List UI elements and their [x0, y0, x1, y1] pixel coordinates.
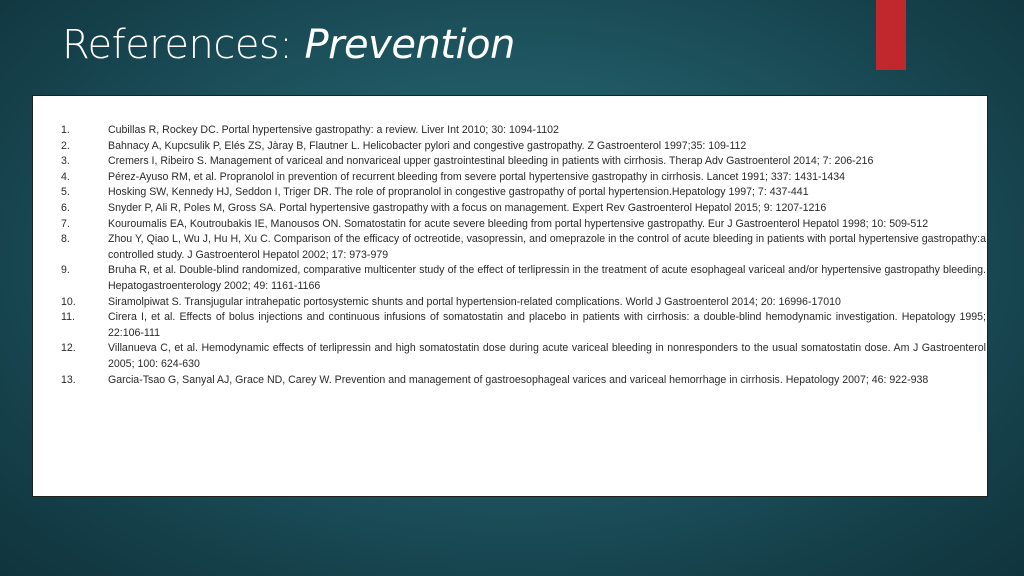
- reference-number: 13.: [61, 373, 76, 386]
- accent-bar: [876, 0, 906, 70]
- references-box: [32, 95, 988, 497]
- reference-text: Bruha R, et al. Double-blind randomized, comparative multicenter study of the effect of terlipressin in the treatment of acute esophageal variceal and/or hypertensive gastropathy bleeding. Hepatogastroenterology 2002; 49: 1161-1166: [108, 264, 986, 292]
- reference-item: [61, 201, 986, 217]
- reference-number: 7.: [61, 217, 70, 230]
- reference-item: [61, 341, 986, 372]
- reference-item: [61, 373, 986, 389]
- reference-item: [61, 139, 986, 155]
- title-main: References:: [62, 22, 305, 68]
- reference-text: Hosking SW, Kennedy HJ, Seddon I, Triger DR. The role of propranolol in congestive gastropathy of portal hypertension.Hepatology 1997; 7: 437-441: [108, 186, 809, 199]
- reference-item: [61, 232, 986, 263]
- reference-item: [61, 123, 986, 139]
- reference-number: 10.: [61, 295, 76, 308]
- reference-number: 12.: [61, 342, 76, 355]
- reference-number: 11.: [61, 311, 75, 324]
- reference-text: Cremers I, Ribeiro S. Management of variceal and nonvariceal upper gastrointestinal bleeding in patients with cirrhosis. Therap Adv Gastroenterol 2014; 7: 206-216: [108, 155, 874, 168]
- reference-text: Villanueva C, et al. Hemodynamic effects of terlipressin and high somatostatin dose during acute variceal bleeding in nonresponders to the usual somatostatin dose. Am J Gastroenterol 2005; 100: 624-630: [108, 342, 986, 370]
- reference-text: Siramolpiwat S. Transjugular intrahepatic portosystemic shunts and portal hypertension-related complications. World J Gastroenterol 2014; 20: 16996-17010: [108, 295, 841, 308]
- reference-text: Zhou Y, Qiao L, Wu J, Hu H, Xu C. Comparison of the efficacy of octreotide, vasopressin, and omeprazole in the control of acute bleeding in patients with portal hypertensive gastropathy:a controlled study. J Gastroenterol Hepatol 2002; 17: 973-979: [108, 233, 986, 261]
- reference-text: Cubillas R, Rockey DC. Portal hypertensive gastropathy: a review. Liver Int 2010; 30: 1094-1102: [108, 124, 559, 136]
- reference-text: Pérez-Ayuso RM, et al. Propranolol in prevention of recurrent bleeding from severe portal hypertensive gastropathy in cirrhosis. Lancet 1991; 337: 1431-1434: [108, 170, 846, 183]
- reference-item: [61, 154, 986, 170]
- slide-title: [62, 22, 515, 68]
- reference-text: Bahnacy A, Kupcsulik P, Elés ZS, Jàray B, Flautner L. Helicobacter pylori and congestive gastropathy. Z Gastroenterol 1997;35: 109-112: [108, 139, 747, 152]
- reference-item: [61, 170, 986, 186]
- reference-number: 5.: [61, 186, 70, 199]
- reference-number: 1.: [61, 124, 70, 136]
- reference-number: 4.: [61, 170, 70, 183]
- reference-number: 6.: [61, 201, 70, 214]
- reference-number: 2.: [61, 139, 70, 152]
- reference-item: [61, 217, 986, 233]
- reference-item: [61, 185, 986, 201]
- reference-item: [61, 263, 986, 294]
- reference-item: [61, 295, 986, 311]
- reference-text: Kouroumalis EA, Koutroubakis IE, Manousos ON. Somatostatin for acute severe bleeding from portal hypertensive gastropathy. Eur J Gastroenterol Hepatol 1998; 10: 509-512: [108, 217, 929, 230]
- reference-number: 9.: [61, 264, 70, 277]
- reference-item: [61, 310, 986, 341]
- reference-number: 8.: [61, 233, 70, 246]
- reference-number: 3.: [61, 155, 70, 168]
- reference-text: Cirera I, et al. Effects of bolus injections and continuous infusions of somatostatin and placebo in patients with cirrhosis: a double-blind hemodynamic investigation. Hepatology 1995; 22:106-111: [108, 311, 986, 339]
- reference-list: [61, 123, 986, 388]
- reference-text: Snyder P, Ali R, Poles M, Gross SA. Portal hypertensive gastropathy with a focus on management. Expert Rev Gastroenterol Hepatol 2015; 9: 1207-1216: [108, 201, 827, 214]
- reference-text: Garcia-Tsao G, Sanyal AJ, Grace ND, Carey W. Prevention and management of gastroesophageal varices and variceal hemorrhage in cirrhosis. Hepatology 2007; 46: 922-938: [108, 373, 929, 386]
- title-emphasis: Prevention: [304, 22, 515, 68]
